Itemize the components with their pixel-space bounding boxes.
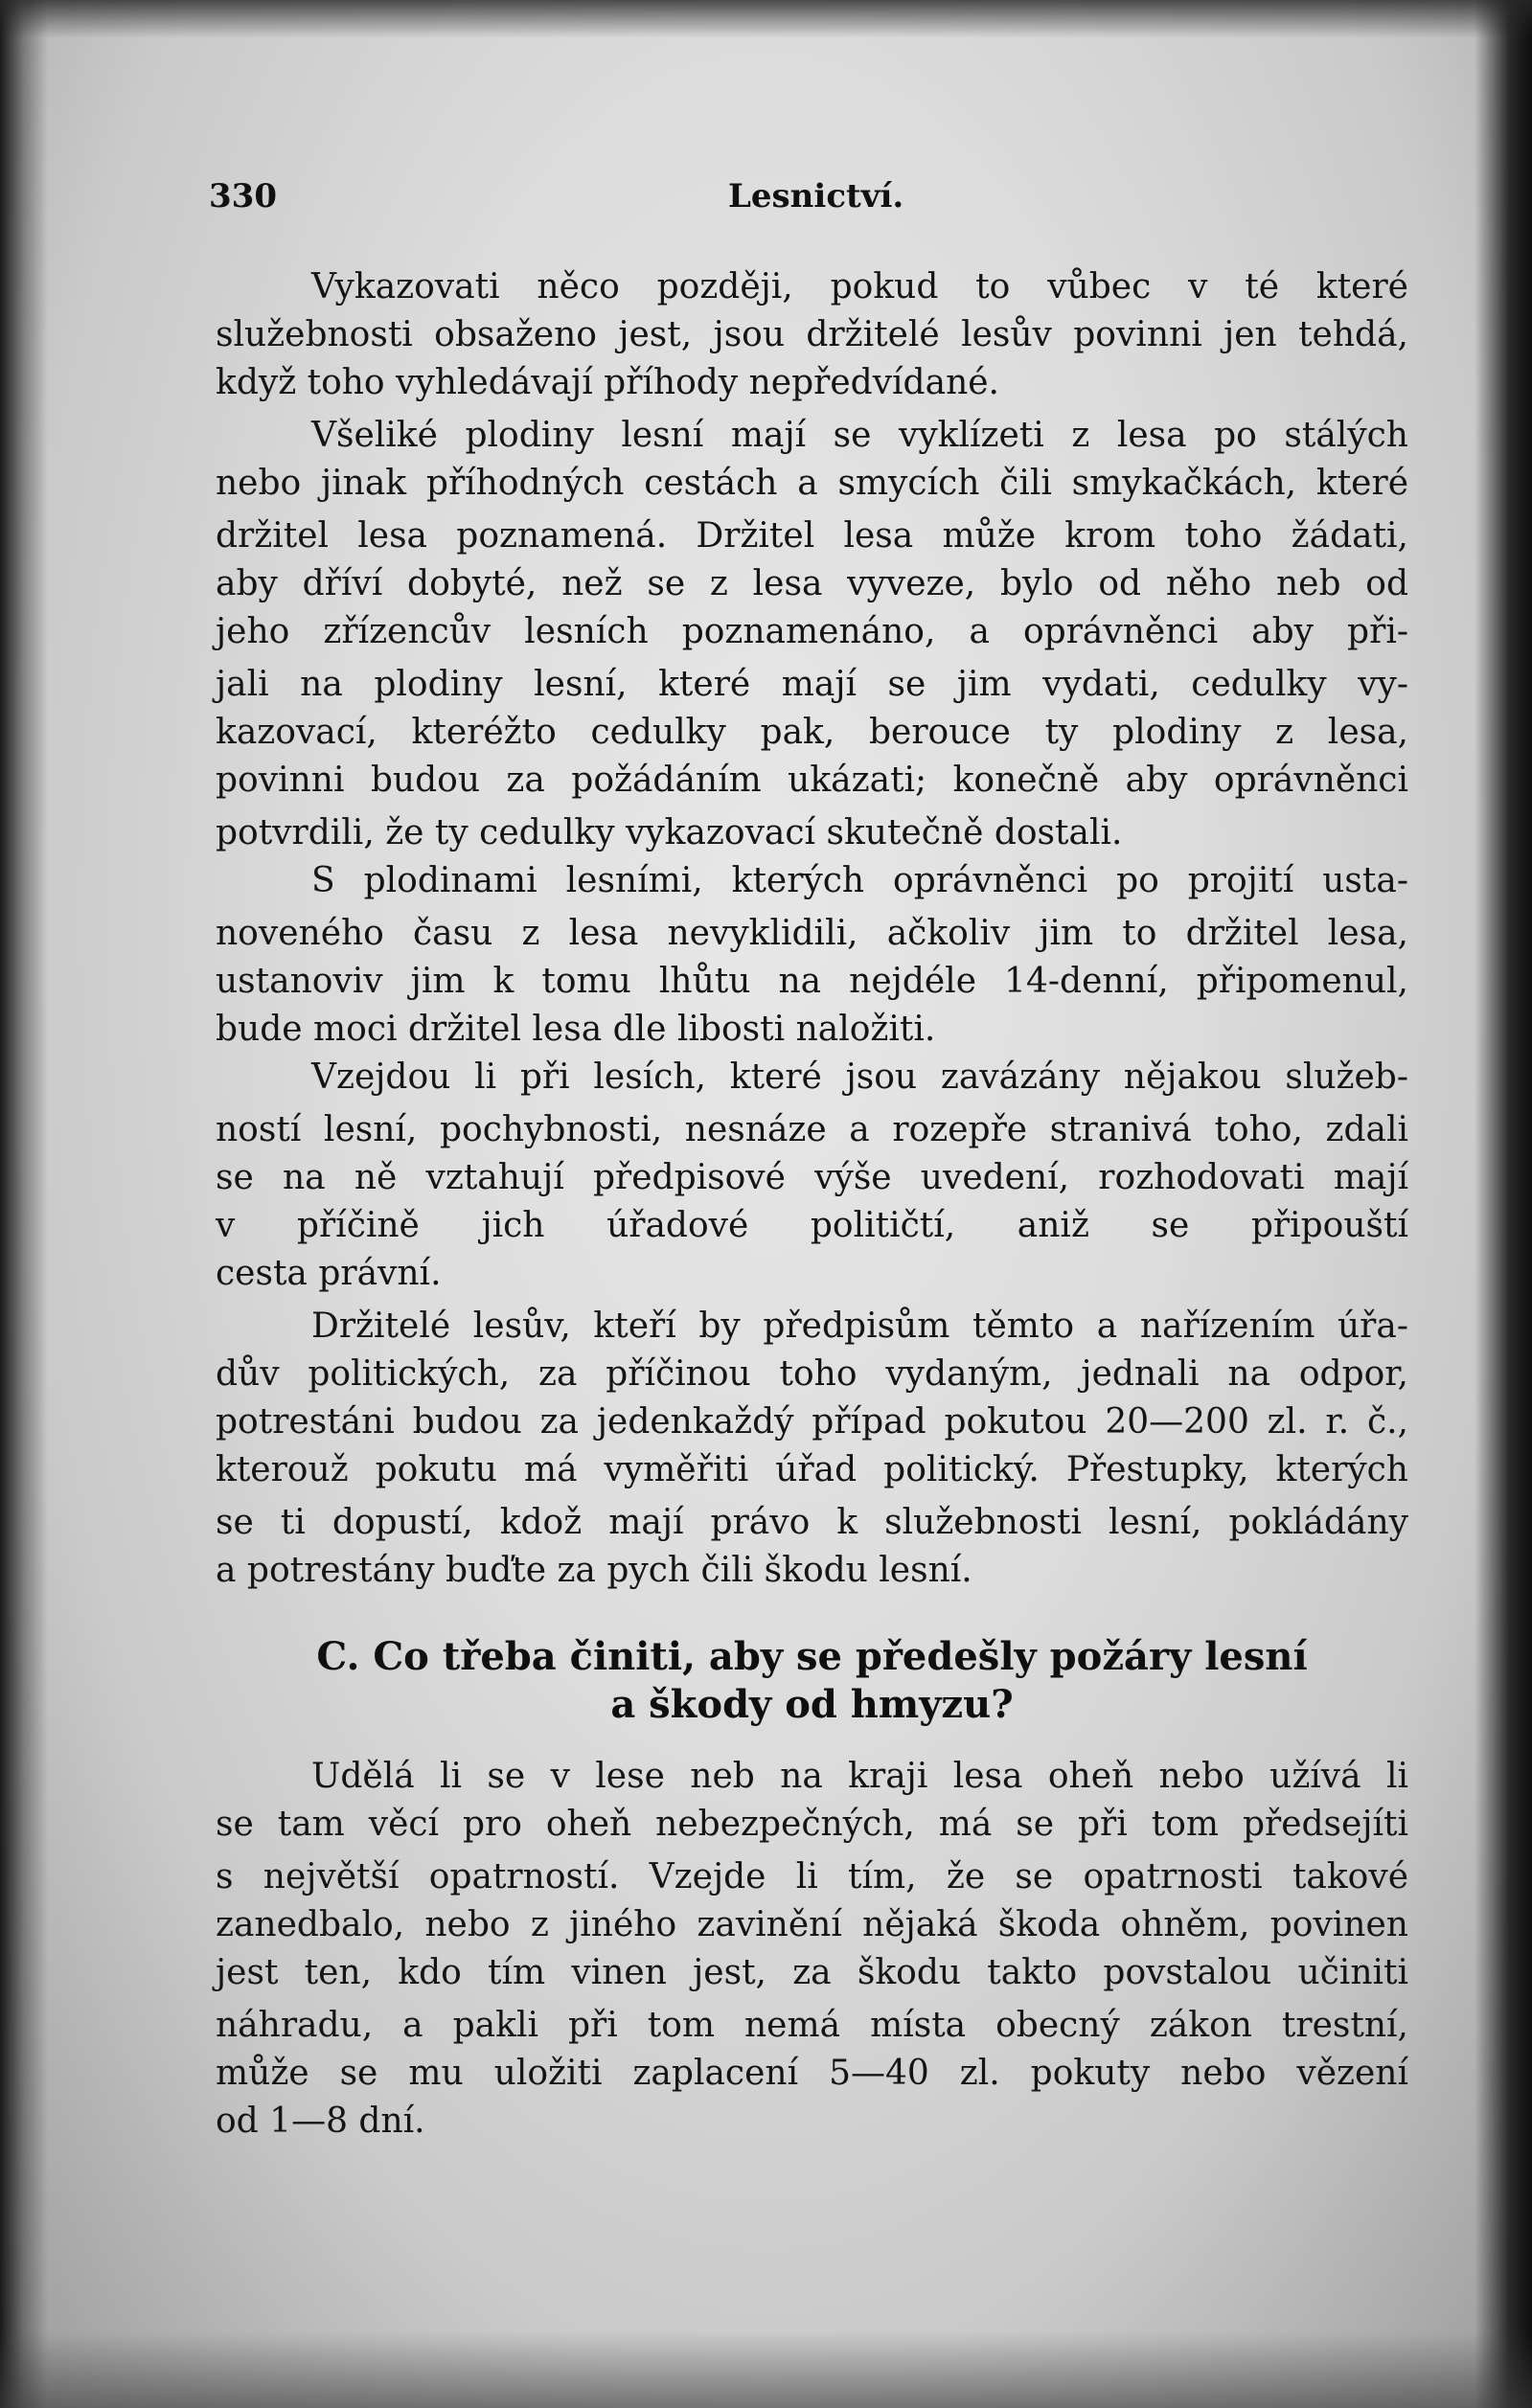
section-line: od 1—8 dní. bbox=[216, 2101, 425, 2141]
body-line: Vykazovati něco později, pokud to vůbec v té které bbox=[311, 267, 1408, 307]
scan-shadow-top bbox=[0, 0, 1532, 38]
body-line: potrestáni budou za jedenkaždý případ pokutou 20—200 zl. r. č., bbox=[216, 1402, 1408, 1442]
section-line: jest ten, kdo tím vinen jest, za škodu takto povstalou učiniti bbox=[216, 1953, 1408, 1992]
body-line: kazovací, kteréžto cedulky pak, berouce ty plodiny z lesa, bbox=[216, 713, 1408, 752]
body-line: služebnosti obsaženo jest, jsou držitelé lesův povinni jen tehdá, bbox=[216, 315, 1408, 354]
section-heading-line-2: a škody od hmyzu? bbox=[610, 1682, 1014, 1727]
scan-shadow-bottom bbox=[0, 2331, 1532, 2408]
section-line: náhradu, a pakli při tom nemá místa obecný zákon trestní, bbox=[216, 2006, 1408, 2045]
body-line: jali na plodiny lesní, které mají se jim vydati, cedulky vy- bbox=[216, 665, 1408, 704]
body-line: kterouž pokutu má vyměřiti úřad politický. Přestupky, kterých bbox=[216, 1450, 1408, 1489]
scan-shadow-right bbox=[1475, 0, 1532, 2408]
body-line: se ti dopustí, kdož mají právo k služebnosti lesní, pokládány bbox=[216, 1503, 1408, 1542]
body-line: Držitelé lesův, kteří by předpisům těmto a nařízením úřa- bbox=[311, 1306, 1408, 1346]
body-line: cesta právní. bbox=[216, 1254, 442, 1293]
section-line: Udělá li se v lese neb na kraji lesa oheň nebo užívá li bbox=[311, 1757, 1408, 1796]
scan-shadow-left bbox=[0, 0, 48, 2408]
section-line: zanedbalo, nebo z jiného zavinění nějaká škoda ohněm, povinen bbox=[216, 1905, 1408, 1944]
body-line: a potrestány buďte za pych čili škodu lesní. bbox=[216, 1551, 972, 1590]
running-head: Lesnictví. bbox=[728, 177, 904, 216]
body-line: bude moci držitel lesa dle libosti naložiti. bbox=[216, 1010, 936, 1049]
body-line: nebo jinak příhodných cestách a smycích čili smykačkách, které bbox=[216, 464, 1408, 503]
body-line: když toho vyhledávají příhody nepředvídané. bbox=[216, 363, 999, 402]
body-line: Vzejdou li při lesích, které jsou zavázány nějakou služeb- bbox=[311, 1057, 1408, 1097]
section-heading-line-1: C. Co třeba činiti, aby se předešly požáry lesní bbox=[316, 1634, 1308, 1679]
body-line: ustanoviv jim k tomu lhůtu na nejdéle 14-denní, připomenul, bbox=[216, 962, 1408, 1001]
body-line: ností lesní, pochybnosti, nesnáze a rozepře stranivá toho, zdali bbox=[216, 1110, 1408, 1149]
body-line: Všeliké plodiny lesní mají se vyklízeti z lesa po stálých bbox=[311, 416, 1408, 455]
section-line: s největší opatrností. Vzejde li tím, že se opatrnosti takové bbox=[216, 1857, 1408, 1897]
section-line: se tam věcí pro oheň nebezpečných, má se při tom předsejíti bbox=[216, 1805, 1408, 1844]
body-line: noveného času z lesa nevyklidili, ačkoliv jim to držitel lesa, bbox=[216, 914, 1408, 953]
body-line: se na ně vztahují předpisové výše uvedení, rozhodovati mají bbox=[216, 1158, 1408, 1197]
body-line: dův politických, za příčinou toho vydaným, jednali na odpor, bbox=[216, 1354, 1408, 1394]
body-line: S plodinami lesními, kterých oprávněnci po projití usta- bbox=[311, 861, 1408, 900]
body-line: v příčině jich úřadové političtí, aniž se připouští bbox=[216, 1206, 1408, 1245]
page-header bbox=[0, 177, 1532, 225]
page-number: 330 bbox=[209, 177, 277, 216]
body-line: jeho zřízencův lesních poznamenáno, a oprávněnci aby při- bbox=[216, 612, 1408, 651]
section-line: může se mu uložiti zaplacení 5—40 zl. pokuty nebo vězení bbox=[216, 2054, 1408, 2093]
body-line: potvrdili, že ty cedulky vykazovací skutečně dostali. bbox=[216, 813, 1123, 852]
body-line: povinni budou za požádáním ukázati; konečně aby oprávněnci bbox=[216, 761, 1408, 800]
body-line: držitel lesa poznamená. Držitel lesa může krom toho žádati, bbox=[216, 516, 1408, 556]
body-line: aby dříví dobyté, než se z lesa vyveze, bylo od něho neb od bbox=[216, 564, 1408, 603]
